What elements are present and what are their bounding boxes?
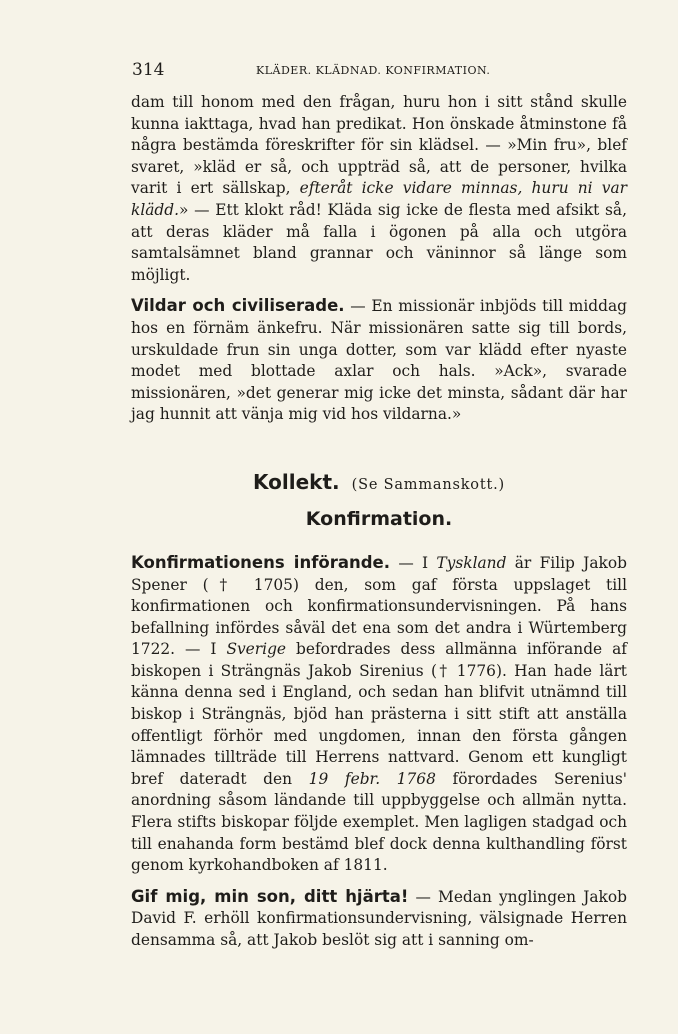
page-number: 314 [132,60,165,80]
entry-title: Kollekt. [253,469,340,494]
entry-title-konfirmation: Konfirmation. [305,507,453,530]
text-run: befordrades dess allmänna införande af biskopen i Strängnäs Jakob Sirenius († 1776). Han hade lärt känna denna sed i England, och sedan han blifvit utnämnd till biskop i Strängnäs, bjöd han prästerna i sitt stift att anställa offentligt förhör med ungdomen, innan den första gången lämnades tillträde till Herrens nattvard. Genom ett kungligt bref dateradt den [131,640,627,788]
page-body [131,92,627,952]
section-heading: Gif mig, min son, ditt hjärta! [131,886,409,906]
paragraph-gif [131,886,627,952]
text-run: » — Ett klokt råd! Kläda sig icke de flesta med afsikt så, att deras kläder må falla i ögonen på alla och utgöra samtalsämnet bland grannar och väninnor så länge som möjligt. [131,200,627,284]
text-run: — Medan ynglingen Jakob David F. erhöll konfirmationsundervisning, välsignade Herren densamma så, att Jakob beslöt sig att i sanning om- [131,887,627,949]
section-heading: Vildar och civiliserade. [131,296,345,316]
paragraph-intro [131,92,627,286]
running-title: KLÄDER. KLÄDNAD. KONFIRMATION. [256,64,491,77]
section-heading: Konfirmationens införande. [131,552,391,572]
paragraph-inforande [131,552,627,877]
italic-text: Sverige [226,640,287,659]
text-run: dam till honom med den frågan, huru hon i sitt stånd skulle kunna iakttaga, hvad han predikat. Hon önskade åtminstone få några bestämda föreskrifter för sin klädsel. — »Min fru», blef svaret, »kläd er så, och uppträd så, att de personer, hvilka varit i ert sällskap, [131,93,627,198]
page-header [132,60,626,84]
text-run: — I [390,553,437,572]
cross-reference: (Se Sammanskott.) [351,476,505,493]
entry-kollekt [131,470,627,494]
paragraph-vildar [131,295,627,426]
text-run: är Filip Jakob Spener († 1705) den, som gaf första uppslaget till konfirmationen och konfirmationsundervisningen. På hans befallning infördes såväl det ena som det andra i Würtemberg 1722. — I [131,553,627,659]
italic-text: efteråt icke vidare minnas, huru ni var klädd. [131,179,627,219]
text-run: — En missionär inbjöds till middag hos en förnäm änkefru. När missionären satte sig till bords, urskuldade frun sin unga dotter, som var klädd efter nyaste modet med blottade axlar och hals. »Ack», svarade missionären, »det generar mig icke det minsta, sådant där har jag hunnit att vänja mig vid hos vildarna.» [131,297,627,424]
italic-text: 19 febr. 1768 [308,769,436,788]
italic-text: Tyskland [436,553,507,572]
text-run: förordades Serenius' anordning såsom ländande till uppbyggelse och allmän nytta. Flera stifts biskopar följde exemplet. Men lagligen stadgad och till enahanda form bestämd blef dock denna kulthandling först genom kyrkohandboken af 1811. [131,769,627,875]
